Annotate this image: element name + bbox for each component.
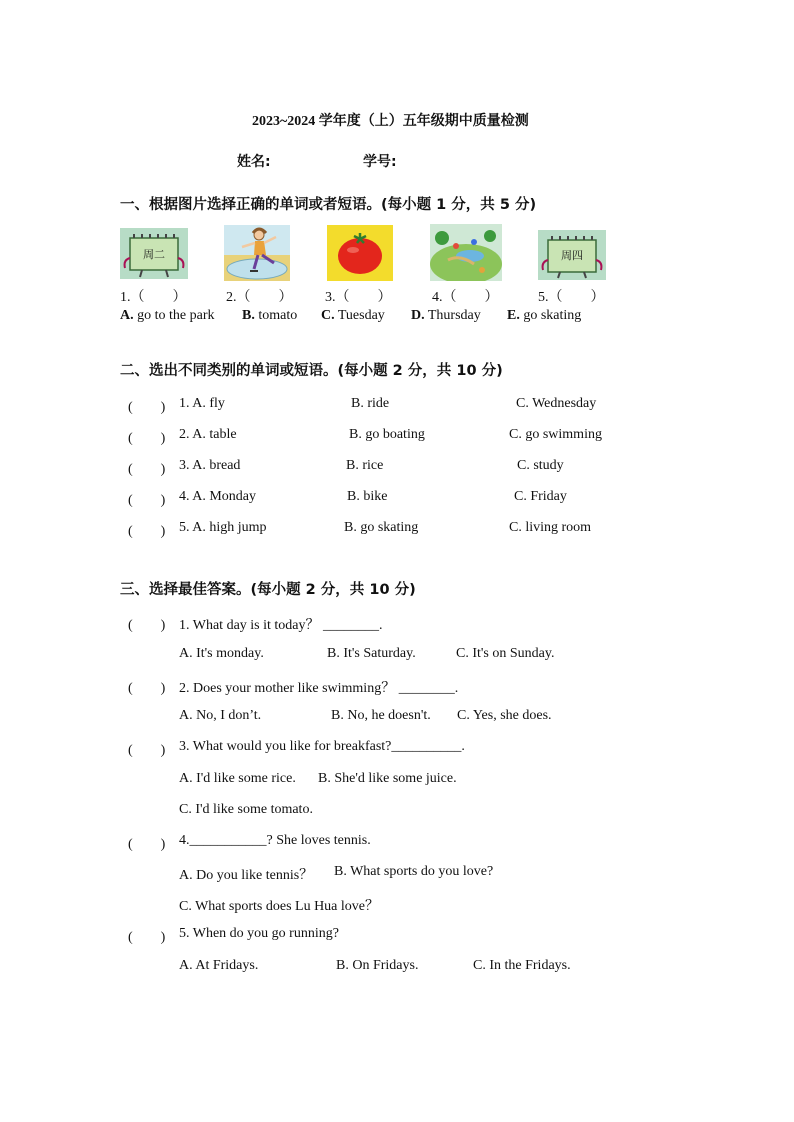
- calendar-text: 周二: [143, 248, 165, 261]
- option-letter: B.: [242, 308, 255, 323]
- question-option-a: 4. A. Monday: [179, 489, 256, 504]
- answer-blank[interactable]: 2.（ ）: [226, 290, 293, 305]
- question-option-b: B. No, he doesn't.: [331, 708, 431, 723]
- answer-paren[interactable]: ( ): [128, 930, 166, 945]
- question-option-c: C. Friday: [514, 489, 567, 504]
- option-d: [411, 308, 481, 324]
- answer-paren[interactable]: ( ): [128, 431, 166, 446]
- question-option-c: C. living room: [509, 520, 592, 535]
- question-option-c: C. study: [517, 458, 564, 473]
- option-text: go to the park: [133, 308, 215, 323]
- option-text: Tuesday: [334, 308, 385, 323]
- question-option-b: B. It's Saturday.: [327, 646, 416, 661]
- question-option-b: B. What sports do you love?: [334, 864, 494, 879]
- question-option-c: C. What sports does Lu Hua love？: [179, 899, 379, 914]
- name-label: 姓名:: [237, 154, 271, 170]
- page-title: 2023~2024 学年度（上）五年级期中质量检测: [252, 114, 529, 129]
- option-b: [242, 308, 297, 324]
- question-stem: 3. What would you like for breakfast?__________.: [179, 739, 465, 754]
- calendar-text: 周四: [561, 249, 583, 262]
- question-option-b: B. On Fridays.: [336, 958, 419, 973]
- question-option-a: 2. A. table: [179, 427, 237, 442]
- question-option-b: B. rice: [346, 458, 384, 473]
- question-option-a: 5. A. high jump: [179, 520, 267, 535]
- question-stem: 5. When do you go running?: [179, 926, 339, 941]
- option-letter: C.: [321, 308, 335, 323]
- question-option-b: B. go boating: [349, 427, 425, 442]
- answer-paren[interactable]: ( ): [128, 837, 166, 852]
- tomato-icon: [327, 225, 393, 281]
- question-option-b: B. bike: [347, 489, 388, 504]
- question-option-a: A. It's monday.: [179, 646, 264, 661]
- option-text: tomato: [254, 308, 298, 323]
- answer-paren[interactable]: ( ): [128, 618, 166, 633]
- answer-paren[interactable]: ( ): [128, 743, 166, 758]
- answer-paren[interactable]: ( ): [128, 462, 166, 477]
- answer-blank[interactable]: 1.（ ）: [120, 290, 187, 305]
- option-text: Thursday: [424, 308, 481, 323]
- answer-blank[interactable]: 4.（ ）: [432, 290, 499, 305]
- question-option-b: B. ride: [351, 396, 390, 411]
- answer-paren[interactable]: ( ): [128, 524, 166, 539]
- option-letter: E.: [507, 308, 520, 323]
- question-option-b: B. She'd like some juice.: [318, 771, 457, 786]
- question-option-a: A. I'd like some rice.: [179, 771, 296, 786]
- question-option-c: C. It's on Sunday.: [456, 646, 555, 661]
- question-option-a: 1. A. fly: [179, 396, 225, 411]
- question-option-a: A. At Fridays.: [179, 958, 259, 973]
- option-a: [120, 308, 215, 324]
- calendar-tuesday-icon: [120, 228, 188, 279]
- answer-paren[interactable]: ( ): [128, 493, 166, 508]
- answer-paren[interactable]: ( ): [128, 681, 166, 696]
- option-e: [507, 308, 581, 324]
- answer-blank[interactable]: 3.（ ）: [325, 290, 392, 305]
- section-1-heading: 一、根据图片选择正确的单词或者短语。(每小题 1 分，共 5 分): [120, 197, 537, 213]
- question-option-a: A. No, I don’t.: [179, 708, 262, 723]
- answer-blank[interactable]: 5.（ ）: [538, 290, 605, 305]
- question-stem: 4.___________? She loves tennis.: [179, 833, 371, 848]
- question-stem: 2. Does your mother like swimming？ ________.: [179, 681, 459, 696]
- question-option-b: B. go skating: [344, 520, 419, 535]
- section-2-heading: 二、选出不同类别的单词或短语。(每小题 2 分，共 10 分): [120, 363, 503, 379]
- question-option-a: 3. A. bread: [179, 458, 241, 473]
- question-option-c: C. I'd like some tomato.: [179, 802, 313, 817]
- skating-girl-icon: [224, 225, 290, 281]
- park-icon: [430, 224, 502, 281]
- section-3-heading: 三、选择最佳答案。(每小题 2 分，共 10 分): [120, 582, 416, 598]
- option-text: go skating: [519, 308, 582, 323]
- student-id-label: 学号:: [363, 154, 397, 170]
- option-letter: A.: [120, 308, 134, 323]
- question-option-c: C. In the Fridays.: [473, 958, 571, 973]
- question-stem: 1. What day is it today？ ________.: [179, 618, 383, 633]
- option-letter: D.: [411, 308, 425, 323]
- option-c: [321, 308, 385, 324]
- question-option-c: C. go swimming: [509, 427, 602, 442]
- question-option-c: C. Yes, she does.: [457, 708, 552, 723]
- calendar-thursday-icon: [538, 230, 606, 280]
- answer-paren[interactable]: ( ): [128, 400, 166, 415]
- question-option-a: A. Do you like tennis？: [179, 868, 314, 883]
- question-option-c: C. Wednesday: [516, 396, 597, 411]
